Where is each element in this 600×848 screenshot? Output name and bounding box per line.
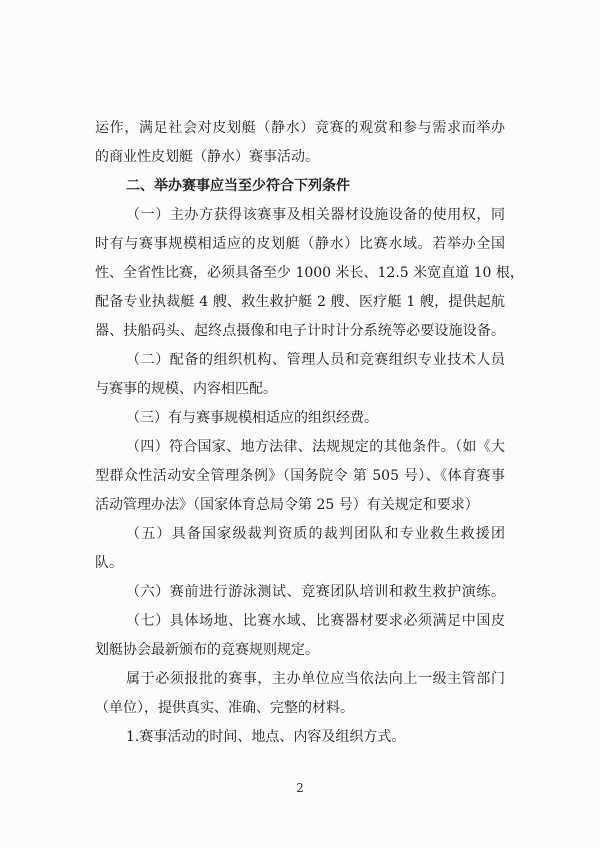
- paragraph-line: 运作，满足社会对皮划艇（静水）竞赛的观赏和参与需求而举办: [95, 120, 505, 136]
- condition-2-line: （二）配备的组织机构、管理人员和竞赛组织专业技术人员: [126, 352, 505, 368]
- condition-4-line: 活动管理办法》（国家体育总局令第 25 号）有关规定和要求）: [95, 497, 479, 513]
- page-number: 2: [296, 781, 304, 795]
- condition-7-line: （七）具体场地、比赛水域、比赛器材要求必须满足中国皮: [126, 613, 505, 629]
- condition-5-line: （五）具备国家级裁判资质的裁判团队和专业救生救援团: [126, 526, 505, 542]
- condition-2-line: 与赛事的规模、内容相匹配。: [95, 381, 277, 397]
- condition-3-line: （三）有与赛事规模相适应的组织经费。: [126, 410, 378, 426]
- condition-1-line: 器、扶船码头、起终点摄像和电子计时计分系统等必要设施设备。: [95, 323, 505, 339]
- paragraph-line: 的商业性皮划艇（静水）赛事活动。: [95, 149, 319, 165]
- section-heading: 二、举办赛事应当至少符合下列条件: [126, 178, 350, 194]
- approval-line: （单位），提供真实、准确、完整的材料。: [95, 700, 354, 716]
- condition-7-line: 划艇协会最新颁布的竞赛规则规定。: [95, 642, 319, 658]
- condition-1-line: 时有与赛事规模相适应的皮划艇（静水）比赛水域。若举办全国: [95, 236, 505, 252]
- condition-5-line: 队。: [95, 555, 123, 571]
- condition-1-line: （一）主办方获得该赛事及相关器材设施设备的使用权，同: [126, 207, 505, 223]
- condition-4-line: 型群众性活动安全管理条例》（国务院令 第 505 号）、《体育赛事: [95, 468, 505, 484]
- document-body: [95, 114, 524, 752]
- condition-6-line: （六）赛前进行游泳测试、竞赛团队培训和救生救护演练。: [126, 584, 505, 600]
- condition-1-line: 配备专业执裁艇 4 艘、救生救护艇 2 艘、医疗艇 1 艘，提供起航: [95, 294, 505, 310]
- numbered-item: 1.赛事活动的时间、地点、内容及组织方式。: [126, 729, 406, 745]
- condition-1-line: 性、全省性比赛，必须具备至少 1000 米长、12.5 米宽直道 10 根，: [95, 265, 524, 281]
- approval-line: 属于必须报批的赛事，主办单位应当依法向上一级主管部门: [126, 671, 505, 687]
- condition-4-line: （四）符合国家、地方法律、法规规定的其他条件。（如《大: [126, 439, 505, 455]
